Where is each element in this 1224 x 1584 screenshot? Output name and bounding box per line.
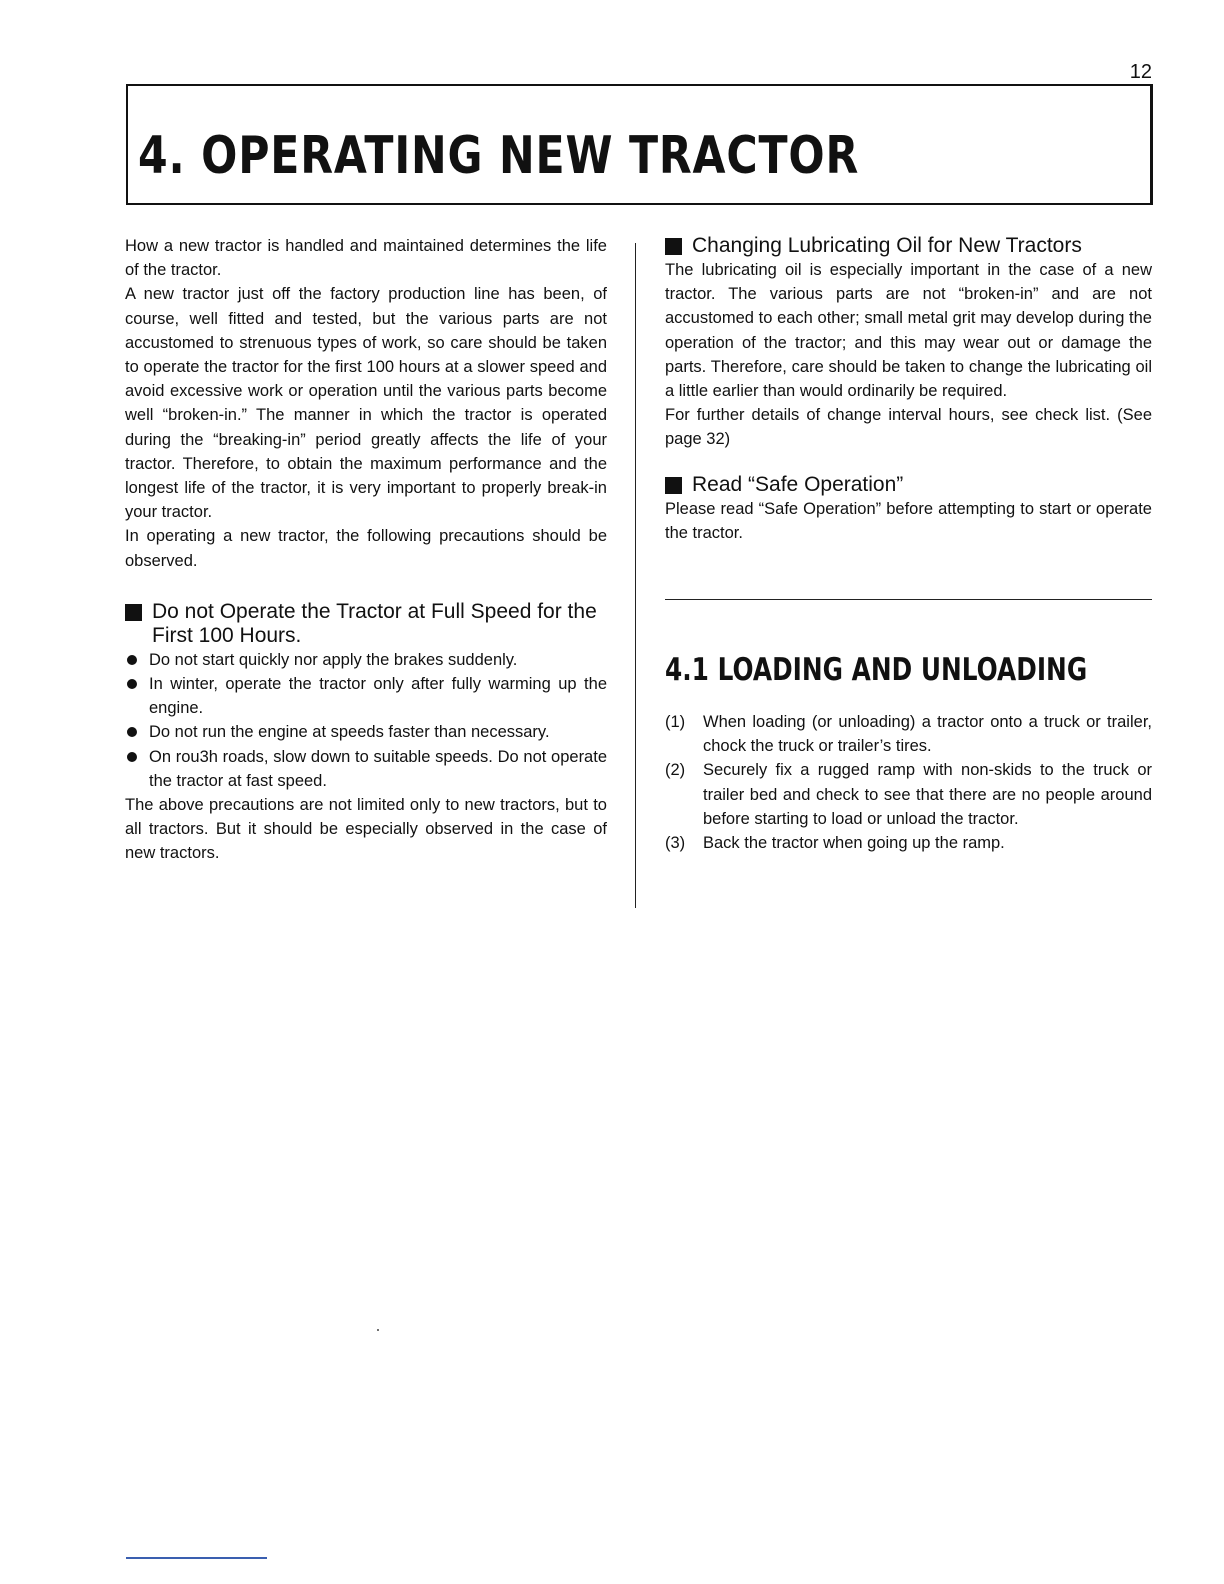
list-item: Do not start quickly nor apply the brakes suddenly. bbox=[125, 648, 607, 672]
chapter-title: 4. OPERATING NEW TRACTOR bbox=[138, 126, 860, 186]
scan-speck bbox=[377, 1329, 379, 1331]
bullet-icon bbox=[127, 655, 137, 665]
step-text: When loading (or unloading) a tractor onto a truck or trailer, chock the truck or trailer’s tires. bbox=[703, 713, 1152, 756]
section-title-loading: 4.1 LOADING AND UNLOADING bbox=[665, 652, 1088, 688]
page-number: 12 bbox=[1129, 61, 1152, 83]
bullet-icon bbox=[127, 727, 137, 737]
step-number: (1) bbox=[665, 713, 686, 731]
section-heading-safe-operation bbox=[665, 473, 1152, 497]
step-text: Back the tractor when going up the ramp. bbox=[703, 834, 1005, 853]
intro-paragraph: In operating a new tractor, the following precautions should be observed. bbox=[125, 527, 607, 570]
list-item: In winter, operate the tractor only after fully warming up the engine. bbox=[125, 672, 607, 720]
list-item bbox=[665, 831, 1152, 855]
section-divider bbox=[665, 599, 1152, 600]
precautions-list bbox=[125, 648, 607, 793]
list-item bbox=[665, 710, 1152, 758]
right-column bbox=[665, 234, 1152, 545]
safe-operation-paragraph: Please read “Safe Operation” before attempting to start or operate the tractor. bbox=[665, 499, 1152, 542]
loading-steps bbox=[665, 710, 1152, 855]
intro-paragraph: A new tractor just off the factory production line has been, of course, well fitted and tested, but the various parts are not accustomed to strenuous types of work, so care should be taken to operate the tractor for the first 100 hours at a slower speed and avoid excessive work or operation until the various parts become well “broken-in.” The manner in which the tractor is operated during the “breaking-in” period greatly affects the life of your tractor. Therefore, to obtain the maximum performance and the longest life of the tractor, it is very important to properly break-in your tractor. bbox=[125, 285, 607, 522]
bullet-icon bbox=[127, 679, 137, 689]
section-heading-text: Read “Safe Operation” bbox=[692, 472, 904, 496]
square-bullet-icon bbox=[665, 238, 682, 255]
left-column bbox=[125, 234, 607, 866]
oil-paragraph: For further details of change interval hours, see check list. (See page 32) bbox=[665, 406, 1152, 449]
step-number: (3) bbox=[665, 834, 686, 853]
section-heading-text: Do not Operate the Tractor at Full Speed for the First 100 Hours. bbox=[152, 599, 597, 647]
square-bullet-icon bbox=[125, 604, 142, 621]
bullet-icon bbox=[127, 752, 137, 762]
section-heading-text: Changing Lubricating Oil for New Tractors bbox=[692, 234, 1082, 257]
list-item: On rou3h roads, slow down to suitable speeds. Do not operate the tractor at fast speed. bbox=[125, 745, 607, 793]
steps-list bbox=[665, 710, 1152, 855]
step-text: Securely fix a rugged ramp with non-skids to the truck or trailer bed and check to see that there are no people around before starting to load or unload the tractor. bbox=[703, 761, 1152, 828]
intro-paragraph: How a new tractor is handled and maintained determines the life of the tractor. bbox=[125, 237, 607, 280]
square-bullet-icon bbox=[665, 477, 682, 494]
column-divider bbox=[635, 243, 636, 908]
list-item bbox=[665, 758, 1152, 831]
step-number: (2) bbox=[665, 761, 686, 780]
closing-paragraph: The above precautions are not limited only to new tractors, but to all tractors. But it should be especially observed in the case of new tractors. bbox=[125, 796, 607, 863]
section-heading-full-speed bbox=[125, 600, 607, 648]
oil-paragraph: The lubricating oil is especially important in the case of a new tractor. The various parts are not “broken-in” and are not accustomed to each other; small metal grit may develop during the operation of the tractor; and this may wear out or damage the parts. Therefore, care should be taken to change the lubricating oil a little earlier than would ordinarily be required. bbox=[665, 261, 1152, 401]
footer-rule bbox=[126, 1557, 267, 1559]
section-heading-lubricating-oil bbox=[665, 234, 1152, 258]
list-item: Do not run the engine at speeds faster than necessary. bbox=[125, 720, 607, 744]
